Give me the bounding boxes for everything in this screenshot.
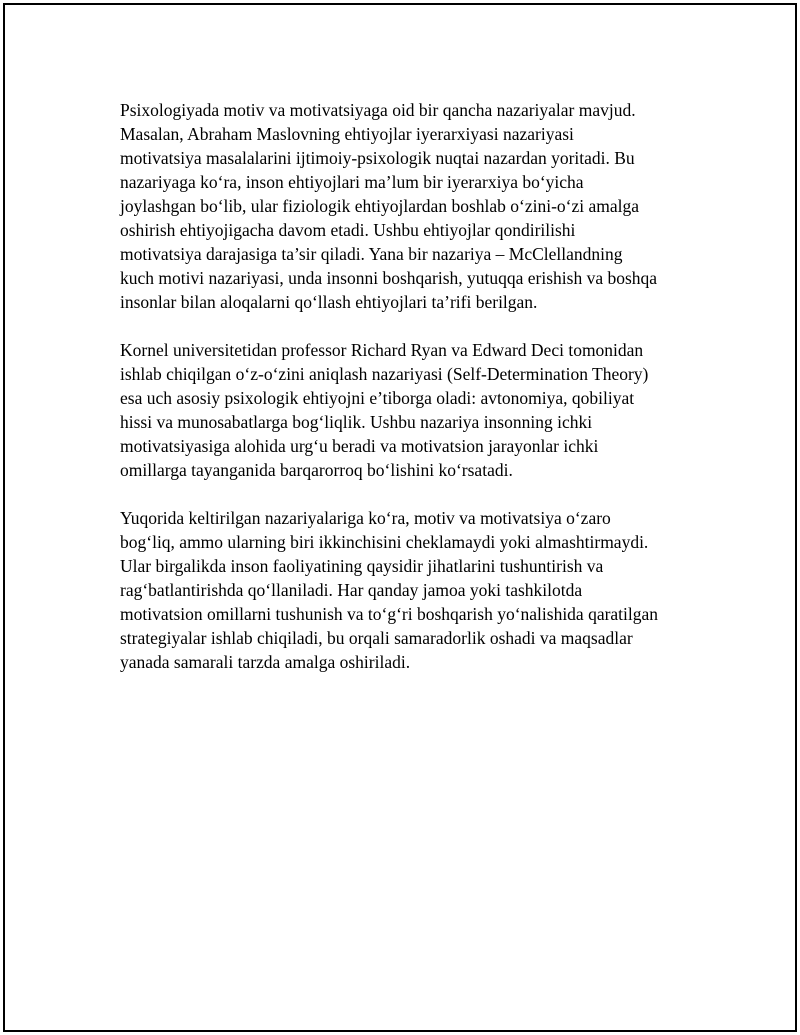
document-page	[3, 3, 797, 1032]
document-body	[120, 98, 700, 698]
paragraph-self-determination-theory: Kornel universitetidan professor Richard Ryan va Edward Deci tomonidan ishlab chiqilgan o‘z-o‘zini aniqlash nazariyasi (Self-Determination Theory) esa uch asosiy psixologik ehtiyojni e’tiborga oladi: avtonomiya, qobiliyat hissi va munosabatlarga bog‘liqlik. Ushbu nazariya insonning ichki motivatsiyasiga alohida urg‘u beradi va motivatsion jarayonlar ichki omillarga tayanganida barqarorroq bo‘lishini ko‘rsatadi.	[120, 340, 649, 480]
paragraph-conclusion: Yuqorida keltirilgan nazariyalariga ko‘ra, motiv va motivatsiya o‘zaro bog‘liq, ammo ularning biri ikkinchisini cheklamaydi yoki almashtirmaydi. Ular birgalikda inson faoliyatining qaysidir jihatlarini tushuntirish va rag‘batlantirishda qo‘llaniladi. Har qanday jamoa yoki tashkilotda motivatsion omillarni tushunish va to‘g‘ri boshqarish yo‘nalishida qaratilgan strategiyalar ishlab chiqiladi, bu orqali samaradorlik oshadi va maqsadlar yanada samarali tarzda amalga oshiriladi.	[120, 508, 659, 672]
paragraph-motivation-theories: Psixologiyada motiv va motivatsiyaga oid bir qancha nazariyalar mavjud. Masalan, Abraham Maslovning ehtiyojlar iyerarxiyasi nazariyasi motivatsiya masalalarini ijtimoiy-psixologik nuqtai nazardan yoritadi. Bu nazariyaga ko‘ra, inson ehtiyojlari ma’lum bir iyerarxiya bo‘yicha joylashgan bo‘lib, ular fiziologik ehtiyojlardan boshlab o‘zini-o‘zi amalga oshirish ehtiyojigacha davom etadi. Ushbu ehtiyojlar qondirilishi motivatsiya darajasiga ta’sir qiladi. Yana bir nazariya – McClellandning kuch motivi nazariyasi, unda insonni boshqarish, yutuqqa erishish va boshqa insonlar bilan aloqalarni qo‘llash ehtiyojlari ta’rifi berilgan.	[120, 100, 658, 312]
